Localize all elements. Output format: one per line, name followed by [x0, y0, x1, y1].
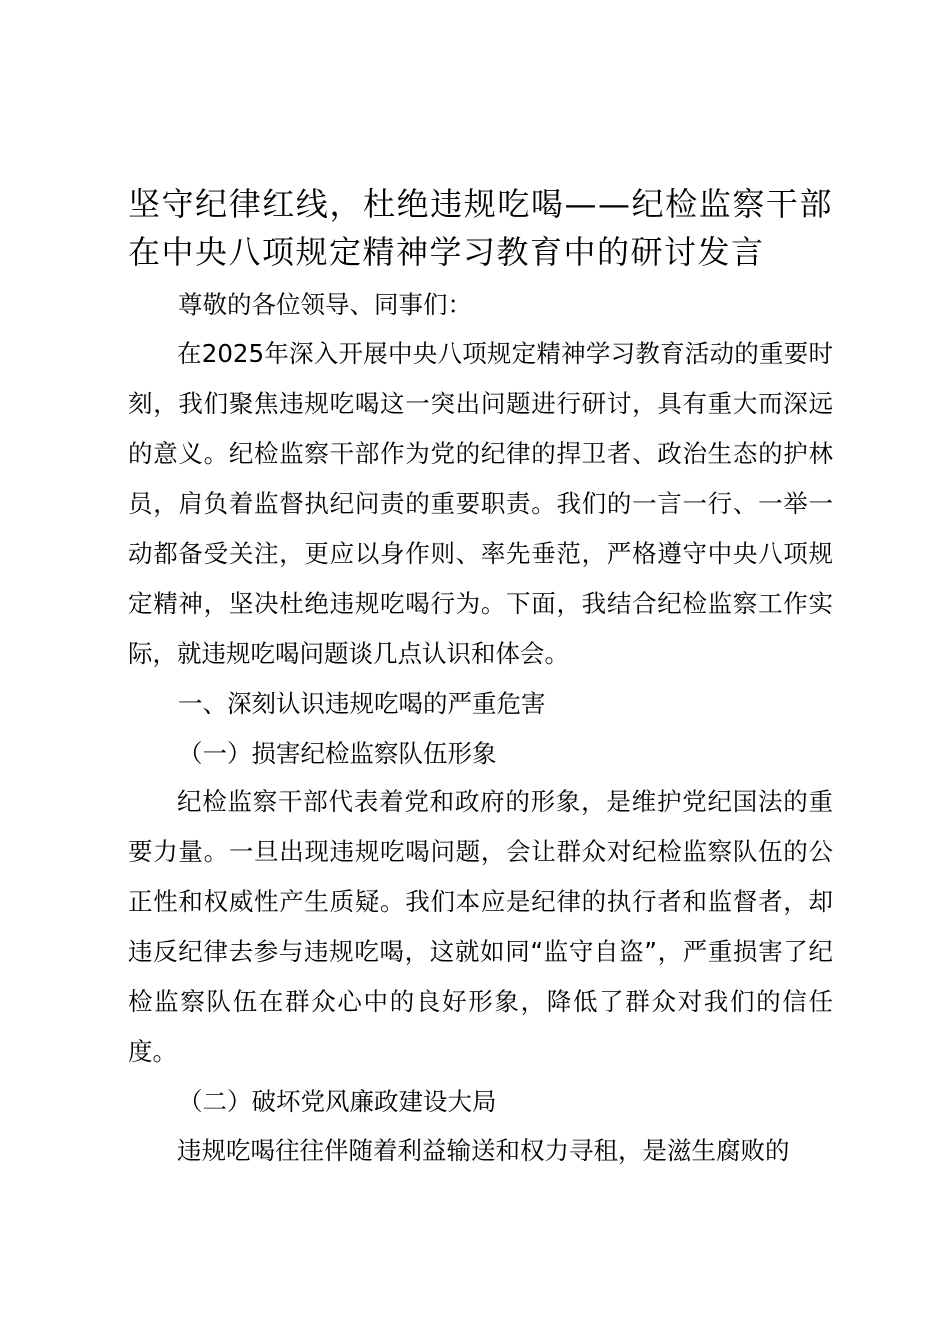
- subsection-2-body: 违规吃喝往往伴随着利益输送和权力寻租，是滋生腐败的: [177, 1136, 790, 1165]
- document-title: 坚守纪律红线，杜绝违规吃喝——纪检监察干部在中央八项规定精神学习教育中的研讨发言: [128, 185, 833, 271]
- subsection-1-body: 纪检监察干部代表着党和政府的形象，是维护党纪国法的重要力量。一旦出现违规吃喝问题，会让群众对纪检监察队伍的公正性和权威性产生质疑。我们本应是纪律的执行者和监督者，却违反纪律去参与违规吃喝，这就如同“监守自盗”，严重损害了纪检监察队伍在群众心中的良好形象，降低了群众对我们的信任度。: [128, 787, 833, 1066]
- section-heading-1: 一、深刻认识违规吃喝的严重危害: [178, 689, 546, 718]
- intro-paragraph: 在2025年深入开展中央八项规定精神学习教育活动的重要时刻，我们聚焦违规吃喝这一突出问题进行研讨，具有重大而深远的意义。纪检监察干部作为党的纪律的捍卫者、政治生态的护林员，肩负着监督执纪问责的重要职责。我们的一言一行、一举一动都备受关注，更应以身作则、率先垂范，严格遵守中央八项规定精神，坚决杜绝违规吃喝行为。下面，我结合纪检监察工作实际，就违规吃喝问题谈几点认识和体会。: [128, 339, 833, 668]
- salutation: 尊敬的各位领导、同事们：: [178, 290, 472, 319]
- subsection-heading-2: （二）破坏党风廉政建设大局: [178, 1087, 497, 1116]
- subsection-heading-1: （一）损害纪检监察队伍形象: [178, 739, 497, 768]
